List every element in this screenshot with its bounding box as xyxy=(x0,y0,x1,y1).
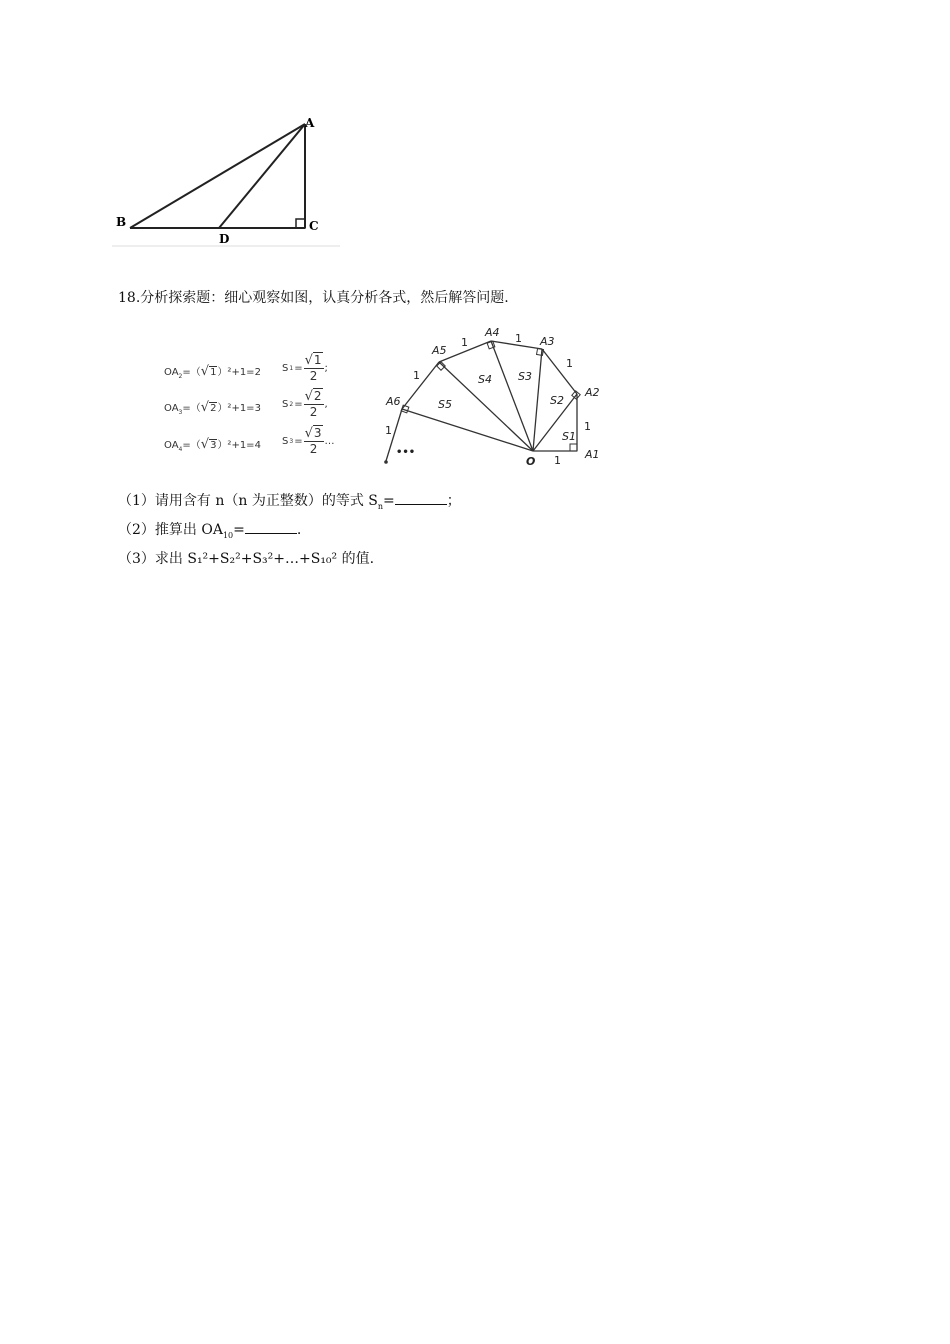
sqrt-icon: √ xyxy=(200,437,210,452)
fraction-numerator: 1 xyxy=(313,353,322,367)
segment-oa3 xyxy=(533,349,542,451)
formula-oa: OA xyxy=(164,367,179,378)
right-angle-mark xyxy=(296,219,305,228)
label-a5: A5 xyxy=(432,344,447,357)
fraction-numerator: 3 xyxy=(313,426,322,440)
label-a6: A6 xyxy=(386,395,401,408)
sub-question-1-eq: = xyxy=(383,493,395,509)
area-sub: 1 xyxy=(289,364,294,372)
area-sub: 3 xyxy=(289,437,294,445)
formula-oa-sub: 4 xyxy=(178,446,183,453)
triangle-figure xyxy=(112,112,342,250)
sqrt-icon: √ xyxy=(304,389,313,404)
sub-question-2 xyxy=(118,519,301,540)
sub-question-1-text: （1）请用含有 n（n 为正整数）的等式 S xyxy=(118,493,378,509)
spiral-diagram xyxy=(380,322,605,470)
right-angle-a6 xyxy=(401,405,409,413)
label-s2: S2 xyxy=(550,394,564,407)
formula-row-1 xyxy=(164,353,328,383)
label-a2: A2 xyxy=(585,386,600,399)
formula-radicand: 1 xyxy=(210,367,217,378)
label-s5: S5 xyxy=(438,398,452,411)
formula-tail: ）²+1=3 xyxy=(217,403,261,414)
formula-end: … xyxy=(324,435,335,447)
sub-question-1-end: ； xyxy=(446,493,461,509)
answer-blank-1[interactable] xyxy=(395,492,447,505)
label-s3: S3 xyxy=(518,370,532,383)
start-dot xyxy=(384,460,388,464)
label-unit-a1a2: 1 xyxy=(584,420,591,433)
formula-end: , xyxy=(324,398,328,410)
label-s1: S1 xyxy=(562,430,576,443)
label-a1: A1 xyxy=(585,448,600,461)
area-symbol: S xyxy=(282,398,289,410)
sub-question-3 xyxy=(118,548,374,568)
formula-eq: =（ xyxy=(182,440,201,451)
fraction xyxy=(304,427,324,455)
spiral-figure xyxy=(380,322,605,470)
sqrt-icon: √ xyxy=(304,426,313,441)
area-symbol: S xyxy=(282,362,289,374)
formula-row-2 xyxy=(164,389,328,419)
formula-oa-sub: 3 xyxy=(178,409,183,416)
fraction-denominator: 2 xyxy=(309,442,318,456)
triangle-diagram xyxy=(112,112,342,250)
answer-blank-2[interactable] xyxy=(245,521,297,534)
area-sub: 2 xyxy=(289,400,294,408)
fraction xyxy=(304,390,324,418)
label-a4: A4 xyxy=(485,326,500,339)
area-formula: S 1 = $\frac{√1}{2}$ ; xyxy=(282,353,328,383)
label-b: B xyxy=(116,215,127,229)
label-a: A xyxy=(305,116,315,130)
right-angle-a1 xyxy=(570,444,577,451)
ellipsis: ••• xyxy=(396,447,416,458)
label-unit-oa1: 1 xyxy=(554,454,561,467)
fraction-numerator: 2 xyxy=(313,389,322,403)
fraction-denominator: 2 xyxy=(309,405,318,419)
sub-question-3-text: （3）求出 S₁²+S₂²+S₃²+…+S₁₀² 的值. xyxy=(118,551,375,567)
sub-question-2-sub: 10 xyxy=(222,530,234,540)
segment-ad xyxy=(219,124,305,228)
label-unit-a5a6: 1 xyxy=(413,369,420,382)
area-symbol: S xyxy=(282,435,289,447)
formula-oa: OA xyxy=(164,403,179,414)
sqrt-icon: √ xyxy=(304,353,313,368)
area-formula: S 3 = $\frac{√3}{2}$ … xyxy=(282,426,335,456)
segment-oa6 xyxy=(402,409,533,451)
right-angle-a4 xyxy=(487,341,495,349)
label-d: D xyxy=(219,232,230,246)
sqrt-icon: √ xyxy=(200,364,210,379)
sub-question-1-sub: n xyxy=(377,501,384,511)
label-unit-a3a4: 1 xyxy=(515,332,522,345)
question-18-title: 18.分析探索题：细心观察如图，认真分析各式，然后解答问题. xyxy=(118,290,509,306)
formula-eq: =（ xyxy=(182,403,201,414)
area-formula: S 2 = $\frac{√2}{2}$ , xyxy=(282,389,328,419)
sub-question-2-eq: = xyxy=(233,522,245,538)
label-s4: S4 xyxy=(478,373,492,386)
segment-ab xyxy=(130,124,305,228)
segment-a2a3 xyxy=(542,349,577,394)
label-unit-a6-next: 1 xyxy=(385,424,392,437)
label-a3: A3 xyxy=(540,335,555,348)
formula-oa-sub: 2 xyxy=(178,373,183,380)
fraction-denominator: 2 xyxy=(309,369,318,383)
sqrt-icon: √ xyxy=(200,400,210,415)
label-o: O xyxy=(526,455,536,468)
label-c: C xyxy=(309,219,319,233)
formula-oa: OA xyxy=(164,440,179,451)
formula-radicand: 2 xyxy=(210,403,217,414)
segment-a5a6 xyxy=(402,362,439,409)
sub-question-1 xyxy=(118,490,461,511)
right-angle-a3 xyxy=(537,349,544,356)
label-unit-a4a5: 1 xyxy=(461,336,468,349)
sub-question-2-end: . xyxy=(296,522,302,538)
formula-radicand: 3 xyxy=(210,440,217,451)
formula-row-3 xyxy=(164,426,335,456)
label-unit-a2a3: 1 xyxy=(566,357,573,370)
fraction xyxy=(304,354,324,382)
formula-tail: ）²+1=2 xyxy=(217,367,261,378)
formula-eq: =（ xyxy=(182,367,201,378)
formula-end: ; xyxy=(324,362,328,374)
sub-question-2-text: （2）推算出 OA xyxy=(118,522,223,538)
segment-oa4 xyxy=(491,341,533,451)
formula-tail: ）²+1=4 xyxy=(217,440,261,451)
